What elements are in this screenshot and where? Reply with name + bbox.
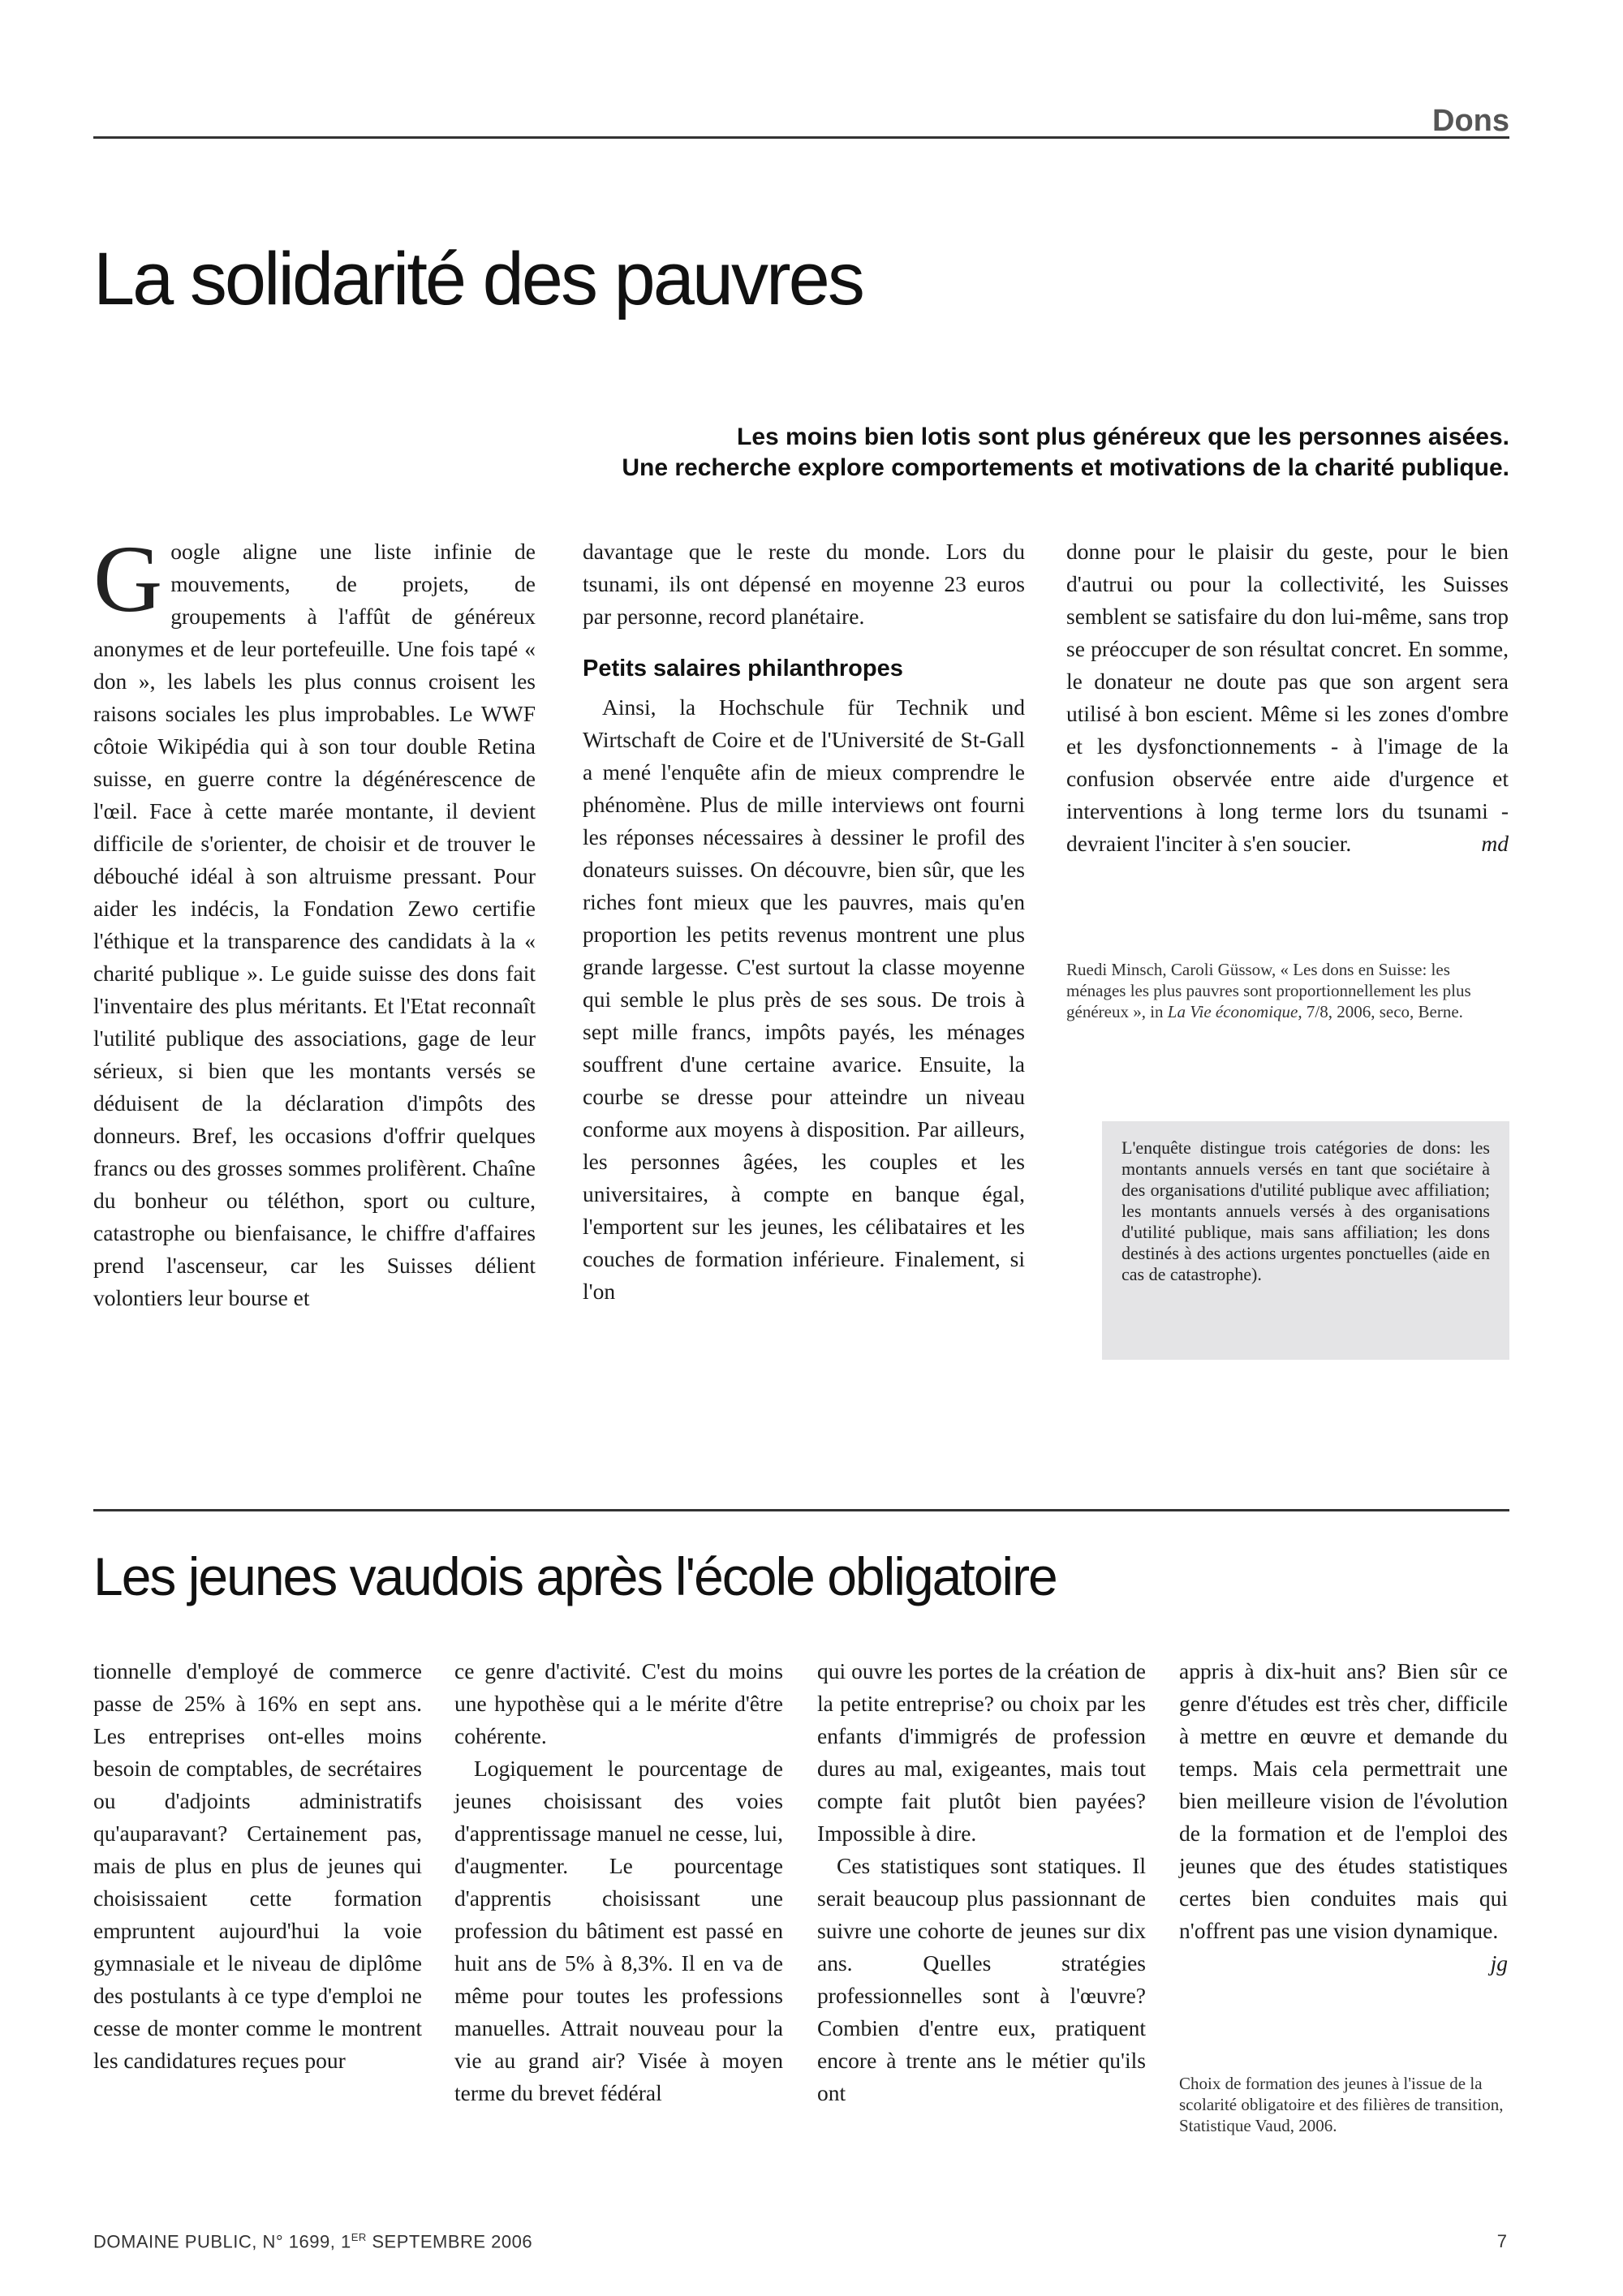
article-column-3 [1066,535,1509,860]
drop-cap: G [93,526,163,632]
second-author-signature: jg [1490,1950,1508,1976]
info-box-text: L'enquête distingue trois catégories de dons: les montants annuels versés en tant que sociétaire à des organisations d'utilité publique avec affiliation; les montants annuels versés à des organisations d'utilité publique, mais sans affiliation; les dons destinés à des actions urgentes ponctuelles (aide en cas de catastrophe). [1121,1137,1490,1284]
second-article-reference [1179,2073,1512,2136]
lead-line-1: Les moins bien lotis sont plus généreux que les personnes aisées. [737,424,1509,450]
reference-text [1066,959,1505,1022]
article-lead [292,422,1509,484]
article-column-2 [583,535,1025,1308]
second-column-3-text-b: Ces statistiques sont statiques. Il serait beaucoup plus passionnant de suivre une cohorte de jeunes sur dix ans. Quelles stratégies professionnelles sont à l'œuvre? Combien d'entre eux, pratiquent encore à trente ans le métier qu'ils ont [817,1853,1146,2105]
article-title: La solidarité des pauvres [93,238,863,320]
info-box [1102,1121,1509,1360]
page-number: 7 [1496,2231,1507,2251]
second-column-4-text: appris à dix-huit ans? Bien sûr ce genre d'études est très cher, difficile à mettre en œuvre et demande du temps. Mais cela permettrait une bien meilleure vision de l'évolution de la formation et de l'emploi des jeunes que des études statistiques certes bien conduites mais qui n'offrent pas une vision dynamique. [1179,1658,1508,1943]
footer-issue: DOMAINE PUBLIC, N° 1699, 1 [93,2231,351,2252]
column-3-text: donne pour le plaisir du geste, pour le bien d'autrui ou pour la collectivité, les Suisses semblent se satisfaire du don lui-même, sans trop se préoccuper de son résultat concret. En somme, le donateur ne doute pas que son argent sera utilisé à bon escient. Même si les zones d'ombre et les dysfonctionnements - à l'image de la confusion observée entre aide d'urgence et interventions à long terme lors du tsunami - devraient l'inciter à s'en soucier. [1066,539,1509,856]
second-reference-text: Choix de formation des jeunes à l'issue de la scolarité obligatoire et des filières de transition, Statistique Vaud, 2006. [1179,2074,1504,2135]
article-reference [1066,959,1505,1022]
footer-ordinal: ER [351,2231,367,2243]
footer-publication [93,2231,532,2252]
second-article-title: Les jeunes vaudois après l'école obligatoire [93,1546,1057,1606]
section-label: Dons [1432,104,1509,138]
top-rule [93,136,1509,139]
second-column-1-text: tionnelle d'employé de commerce passe de 25% à 16% en sept ans. Les entreprises ont-elles moins besoin de comptables, de secrétaires ou d'adjoints administratifs qu'auparavant? Certainement pas, mais de plus en plus de jeunes qui choisissaient cette formation empruntent aujourd'hui la voie gymnasiale et le niveau de diplôme des postulants à ce type d'emploi ne cesse de monter comme le montrent les candidatures reçues pour [93,1658,422,2073]
second-column-2-text-b: Logiquement le pourcentage de jeunes choisissant des voies d'apprentissage manuel ne cesse, lui, d'augmenter. Le pourcentage d'apprentis choisissant une profession du bâtiment est passé en huit ans de 5% à 8,3%. Il en va de même pour toutes les professions manuelles. Attrait nouveau pour la vie au grand air? Visée à moyen terme du brevet fédéral [454,1756,783,2105]
footer-date: SEPTEMBRE 2006 [366,2231,533,2252]
reference-journal: La Vie économique [1167,1002,1298,1021]
subheading: Petits salaires philanthropes [583,656,903,681]
author-signature: md [1481,831,1509,856]
second-column-3-text: qui ouvre les portes de la création de la petite entreprise? ou choix par les enfants d'immigrés de profession dures au mal, exigeantes, mais tout compte fait plutôt bien payées? Impossible à dire. [817,1658,1146,1846]
lead-line-2: Une recherche explore comportements et motivations de la charité publique. [622,454,1509,481]
second-article-column-3 [817,1655,1146,2109]
column-2-paragraph: davantage que le reste du monde. Lors du tsunami, ils ont dépensé en moyenne 23 euros par personne, record planétaire. [583,539,1025,629]
second-column-4-paragraph [1179,1655,1508,1976]
column-1-paragraph [93,526,536,1314]
reference-authors: Ruedi Minsch, Caroli Güssow, « Les dons en Suisse: les ménages les plus pauvres sont proportionnellement les plus généreux », in [1066,960,1471,1021]
second-article-column-1 [93,1655,422,2077]
article-column-1 [93,526,536,1314]
section-divider [93,1509,1509,1511]
second-column-2-text: ce genre d'activité. C'est du moins une hypothèse qui a le mérite d'être cohérente. [454,1658,783,1748]
reference-details: , 7/8, 2006, seco, Berne. [1298,1002,1463,1021]
column-1-text: oogle aligne une liste infinie de mouvements, de projets, de groupements à l'affût de généreux anonymes et de leur portefeuille. Une fois tapé « don », les labels les plus connus croisent les raisons sociales les plus improbables. Le WWF côtoie Wikipédia qui à son tour double Retina suisse, en guerre contre la dégénérescence de l'œil. Face à cette marée montante, il devient difficile de s'orienter, de choisir et de trouver le débouché idéal à son altruisme pressant. Pour aider les indécis, la Fondation Zewo certifie l'éthique et la transparence des candidats à la « charité publique ». Le guide suisse des dons fait l'inventaire des plus méritants. Et l'Etat reconnaît l'utilité publique des associations, gage de leur sérieux, si bien que les montants versés se déduisent de la déclaration d'impôts des donneurs. Bref, les occasions d'offrir quelques francs ou des grosses sommes prolifèrent. Chaîne du bonheur ou téléthon, sport ou culture, catastrophe ou bienfaisance, le chiffre d'affaires prend l'ascenseur, car les Suisses délient volontiers leur bourse et [93,539,536,1310]
column-2-paragraph-b: Ainsi, la Hochschule für Technik und Wirtschaft de Coire et de l'Université de St-Gall a mené l'enquête afin de mieux comprendre le phénomène. Plus de mille interviews ont fourni les réponses nécessaires à dessiner le profil des donateurs suisses. On découvre, bien sûr, que les riches font mieux que les pauvres, mais qu'en proportion les petits revenus montrent une plus grande largesse. C'est surtout la classe moyenne qui semble le plus près de ses sous. De trois à sept mille francs, impôts payés, les ménages souffrent d'une certaine avarice. Ensuite, la courbe se dresse pour atteindre un niveau conforme aux moyens à disposition. Par ailleurs, les personnes âgées, les couples et les universitaires, à compte en banque égal, l'emportent sur les jeunes, les célibataires et les couches de formation inférieure. Finalement, si l'on [583,694,1025,1304]
second-article-column-2 [454,1655,783,2109]
column-3-paragraph [1066,535,1509,860]
second-article-column-4 [1179,1655,1508,1980]
